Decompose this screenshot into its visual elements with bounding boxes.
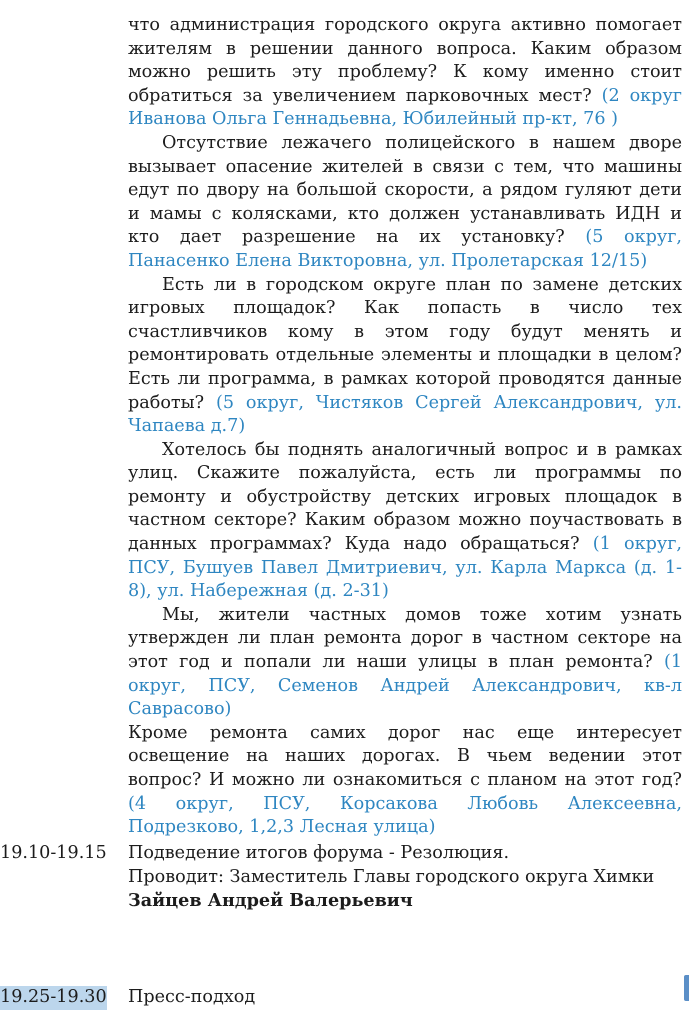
schedule-host-line: Проводит: Заместитель Главы городского округа Химки (128, 866, 655, 887)
question-paragraph-3 (128, 274, 682, 439)
question-text: Есть ли в городском округе план по замене детских игровых площадок? Как попасть в число тех счастливчиков кому в этом году будут менять и ремонтировать отдельные элементы и площадки в целом? Есть ли программа, в рамках которой проводятся данные работы? (128, 274, 682, 413)
question-text: что администрация городского округа активно помогает жителям в решении данного вопроса. Каким образом можно решить эту проблему? К кому именно стоит обратиться за увеличением парковочных мест? (128, 15, 682, 106)
question-author: (5 округ, Панасенко Елена Викторовна, ул. Пролетарская 12/15) (128, 227, 683, 271)
question-paragraph-5 (128, 604, 682, 722)
schedule-item (128, 986, 682, 1010)
question-text: Отсутствие лежачего полицейского в нашем дворе вызывает опасение жителей в связи с тем, что машины едут по двору на большой скорости, а рядом гуляют дети и мамы с колясками, кто должен устанавливать ИДН и кто дает разрешение на их установку? (128, 132, 682, 248)
question-text: Хотелось бы поднять аналогичный вопрос и в рамках улиц. Скажите пожалуйста, есть ли программы по ремонту и обустройству детских игровых площадок в частном секторе? Каким образом можно поучаствовать в данных программах? Куда надо обращаться? (128, 439, 682, 555)
question-paragraph-6 (128, 722, 682, 840)
question-paragraph-2 (128, 132, 682, 274)
schedule-row-summary (0, 842, 689, 922)
question-text: Кроме ремонта самих дорог нас еще интересует освещение на наших дорогах. В чьем ведении этот вопрос? И можно ли ознакомиться с планом на этот год? (128, 722, 682, 790)
schedule-host-name: Зайцев Андрей Валерьевич (128, 890, 413, 912)
question-author: (5 округ, Чистяков Сергей Александрович, ул. Чапаева д.7) (128, 392, 682, 437)
schedule-time: 19.10-19.15 (0, 843, 107, 863)
schedule-title: Подведение итогов форума - Резолюция. (128, 843, 510, 863)
questions-block (128, 14, 682, 840)
schedule-item (128, 842, 682, 913)
question-author: (4 округ, ПСУ, Корсакова Любовь Алексеевна, Подрезково, 1,2,3 Лесная улица) (128, 793, 682, 838)
schedule-row-press (0, 986, 689, 1010)
question-author: (2 округ Иванова Ольга Геннадьевна, Юбилейный пр-кт, 76 ) (128, 85, 683, 130)
question-paragraph-4 (128, 439, 682, 604)
schedule-time: 19.25-19.30 (0, 986, 107, 1010)
question-author: (1 округ, ПСУ, Семенов Андрей Александрович, кв-л Саврасово) (128, 652, 683, 720)
scroll-marker (684, 975, 689, 1001)
question-paragraph-1 (128, 14, 682, 132)
schedule-title: Пресс-подход (128, 987, 256, 1007)
question-text: Мы, жители частных домов тоже хотим узнать утвержден ли план ремонта дорог в частном секторе на этот год и попали ли наши улицы в план ремонта? (128, 604, 682, 673)
question-author: (1 округ, ПСУ, Бушуев Павел Дмитриевич, ул. Карла Маркса (д. 1-8), ул. Набережная (д. 2-31) (128, 534, 683, 602)
